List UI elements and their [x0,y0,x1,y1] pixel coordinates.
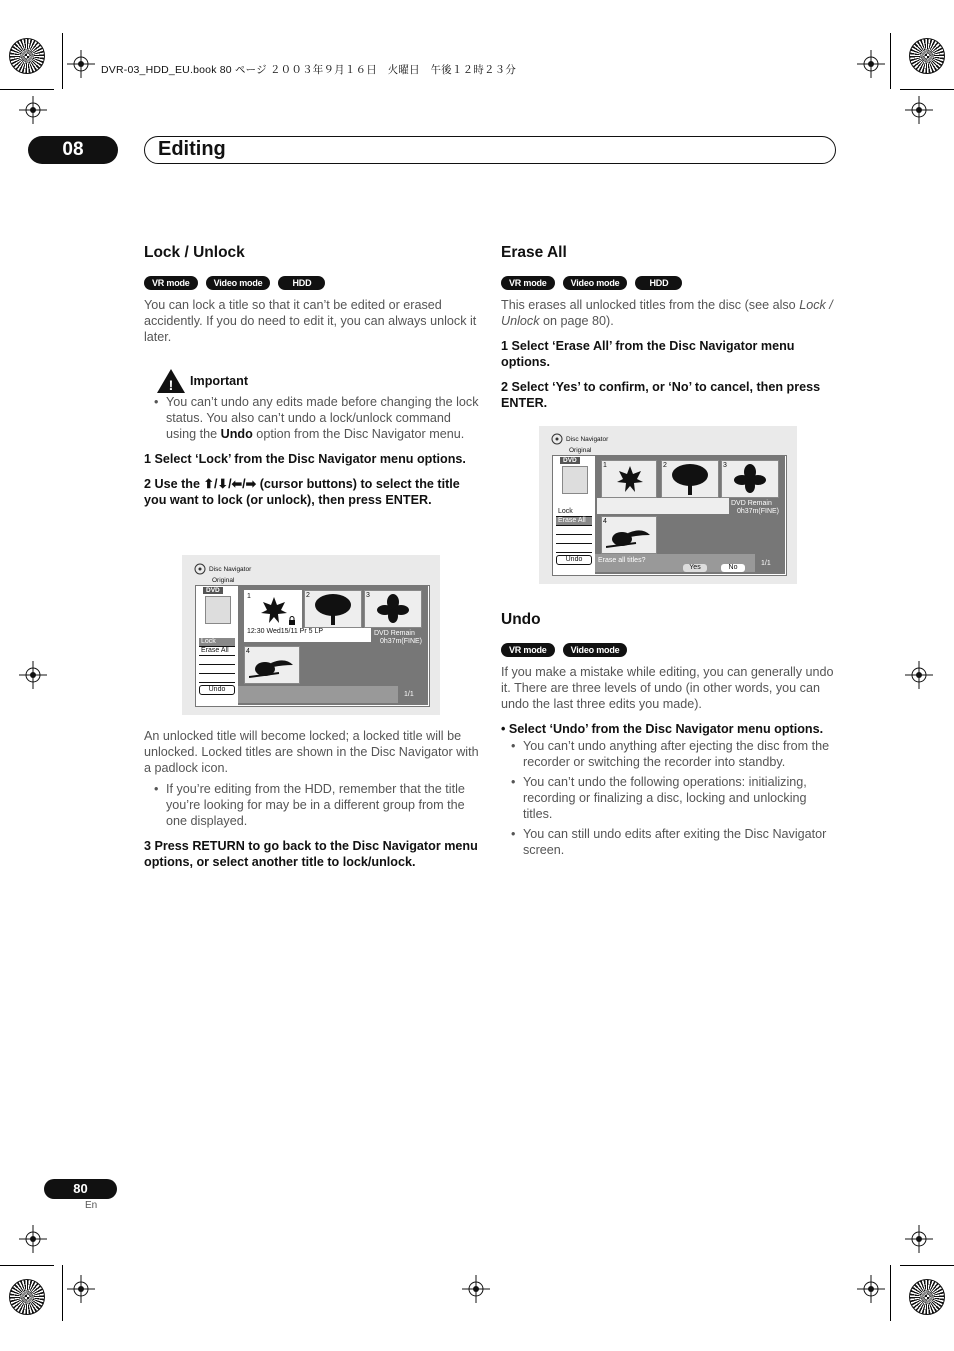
screen-title: Disc Navigator [566,436,609,443]
important-text-bold: Undo [220,427,253,441]
step-2: 2 Select ‘Yes’ to confirm, or ‘No’ to cancel, then press ENTER. [501,380,821,410]
menu-item-erase-all[interactable]: Erase All [556,517,592,526]
thumbnail-4[interactable]: 4 [601,516,657,554]
padlock-icon [288,616,296,626]
tree-icon [670,463,710,495]
undo-section [501,611,836,858]
lily-icon [377,594,409,624]
confirm-bar [595,554,755,572]
hdd-badge: HDD [278,276,325,290]
no-button[interactable]: No [721,564,745,572]
crosshair-icon [905,661,933,689]
lock-unlock-section [144,244,480,508]
navigator-frame [552,455,787,576]
yes-button[interactable]: Yes [683,564,707,572]
maple-leaf-icon [616,465,644,493]
step-3: 3 Press RETURN to go back to the Disc Navigator menu options, or select another title to lock/unlock. [144,839,478,869]
section-heading: Lock / Unlock [144,244,245,261]
page-indicator: 1/1 [404,691,414,698]
thumbnail-1[interactable]: 1 [601,460,657,498]
svg-text:!: ! [168,377,174,393]
registration-starburst-icon [909,1279,945,1315]
undo-bullet: • You can’t undo the following operations: initializing, recording or finalizing a disc, locking and unlocking titles. [511,775,807,821]
section-heading: Erase All [501,244,567,261]
important-label: Important [190,374,249,388]
mode-badges [144,273,480,287]
remain-value: 0h37m(FINE) [380,638,423,645]
chapter-title-box [144,136,836,164]
thumbnail-1[interactable]: 1 [244,590,302,630]
warning-icon [156,368,186,394]
registration-starburst-icon [9,1279,45,1315]
menu-item-lock[interactable]: Lock [199,638,235,647]
thumbnail-3[interactable]: 3 [721,460,779,498]
intro-paragraph: This erases all unlocked titles from the disc (see also Lock / Unlock on page 80). [501,298,833,328]
undo-step: • Select ‘Undo’ from the Disc Navigator menu options. [501,722,824,736]
vr-mode-badge: VR mode [501,643,555,657]
step-1: 1 Select ‘Lock’ from the Disc Navigator menu options. [144,452,466,466]
vr-disc-icon [562,466,588,494]
thumbnail-4[interactable]: 4 [244,646,300,684]
remain-label: DVD Remain [731,500,772,507]
section-heading: Undo [501,611,541,628]
mode-badges [501,640,836,654]
crosshair-icon [857,50,885,78]
important-text-pre: You can’t undo any edits made before changing the lock status. You also can’t undo a lock/unlock command using the [166,395,479,441]
disc-icon [551,433,563,445]
menu-item-erase-all[interactable]: Erase All [199,647,235,656]
menu-item-undo[interactable]: Undo [199,685,235,695]
status-bar [238,686,398,703]
page-indicator: 1/1 [761,560,771,567]
intro-paragraph: If you make a mistake while editing, you can generally undo it. There are three levels of undo (in other words, you can undo the last three edits you made). [501,665,834,711]
registration-starburst-icon [909,38,945,74]
remain-label: DVD Remain [374,630,415,637]
video-mode-badge: Video mode [563,276,628,290]
language-label: En [85,1200,98,1211]
chapter-title: Editing [158,138,226,160]
crosshair-icon [19,661,47,689]
crosshair-icon [67,50,95,78]
toucan-icon [249,653,295,679]
step-1: 1 Select ‘Erase All’ from the Disc Navigator menu options. [501,339,795,369]
media-label: DVD [203,587,223,594]
important-text-post: option from the Disc Navigator menu. [252,427,465,441]
vr-mode-badge: VR mode [501,276,555,290]
disc-icon [194,563,206,575]
hdd-bullet: • If you’re editing from the HDD, remember that the title you’re looking for may be in a different group from the one displayed. [154,782,465,828]
thumbnail-3[interactable]: 3 [364,590,422,628]
navigator-frame [195,585,430,707]
crosshair-icon [462,1275,490,1303]
thumbnail-2[interactable]: 2 [661,460,719,498]
chapter-number-badge: 08 [28,136,118,164]
thumbnail-2[interactable]: 2 [304,590,362,628]
hdd-badge: HDD [635,276,682,290]
undo-bullet: • You can’t undo anything after ejecting the disc from the recorder or switching the recorder into standby. [511,739,830,769]
screen-tab: Original [569,447,592,454]
mode-badges [501,273,836,287]
disc-navigator-erase-screenshot [539,426,797,584]
crosshair-icon [857,1275,885,1303]
screen-title: Disc Navigator [209,566,252,573]
step-2: 2 Use the ⬆/⬇/⬅/➡ (cursor buttons) to select the title you want to lock (or unlock), then press ENTER. [144,477,460,507]
important-callout [144,372,480,394]
video-mode-badge: Video mode [206,276,271,290]
crosshair-icon [905,96,933,124]
tree-icon [313,593,353,625]
title-info [597,498,729,514]
menu-item-lock[interactable]: Lock [556,508,592,517]
title-info: 12:30 Wed15/11 Pr 5 LP [244,628,371,642]
after-paragraph: An unlocked title will become locked; a locked title will be unlocked. Locked titles are shown in the Disc Navigator with a padlock icon. [144,729,479,775]
menu-item-undo[interactable]: Undo [556,555,592,565]
registration-starburst-icon [9,38,45,74]
crosshair-icon [19,1225,47,1253]
lily-icon [734,464,766,494]
book-info-line: DVR-03_HDD_EU.book 80 ページ ２００３年９月１６日 火曜日 午後１２時２３分 [101,64,517,76]
crosshair-icon [67,1275,95,1303]
lock-unlock-continued [144,728,480,870]
media-label: DVD [560,457,580,464]
thumbnail-area [238,586,428,705]
intro-paragraph: You can lock a title so that it can’t be edited or erased accidently. If you do need to edit it, you can always unlock it later. [144,298,477,344]
undo-bullet: • You can still undo edits after exiting the Disc Navigator screen. [511,827,827,857]
navigator-menu [556,508,592,565]
page-number-badge: 80 [44,1179,117,1199]
maple-leaf-icon [260,596,288,624]
erase-prompt: Erase all titles? [598,557,646,564]
erase-all-section [501,244,836,411]
thumbnail-area [595,456,785,574]
vr-mode-badge: VR mode [144,276,198,290]
screen-tab: Original [212,577,235,584]
crosshair-icon [19,96,47,124]
important-bullet: • You can’t undo any edits made before changing the lock status. You also can’t undo a lock/unlock command using the Undo option from the Disc Navigator menu. [154,395,479,441]
vr-disc-icon [205,596,231,624]
disc-navigator-lock-screenshot [182,555,440,715]
video-mode-badge: Video mode [563,643,628,657]
navigator-menu [199,638,235,695]
remain-value: 0h37m(FINE) [737,508,780,515]
crosshair-icon [905,1225,933,1253]
toucan-icon [606,523,652,549]
